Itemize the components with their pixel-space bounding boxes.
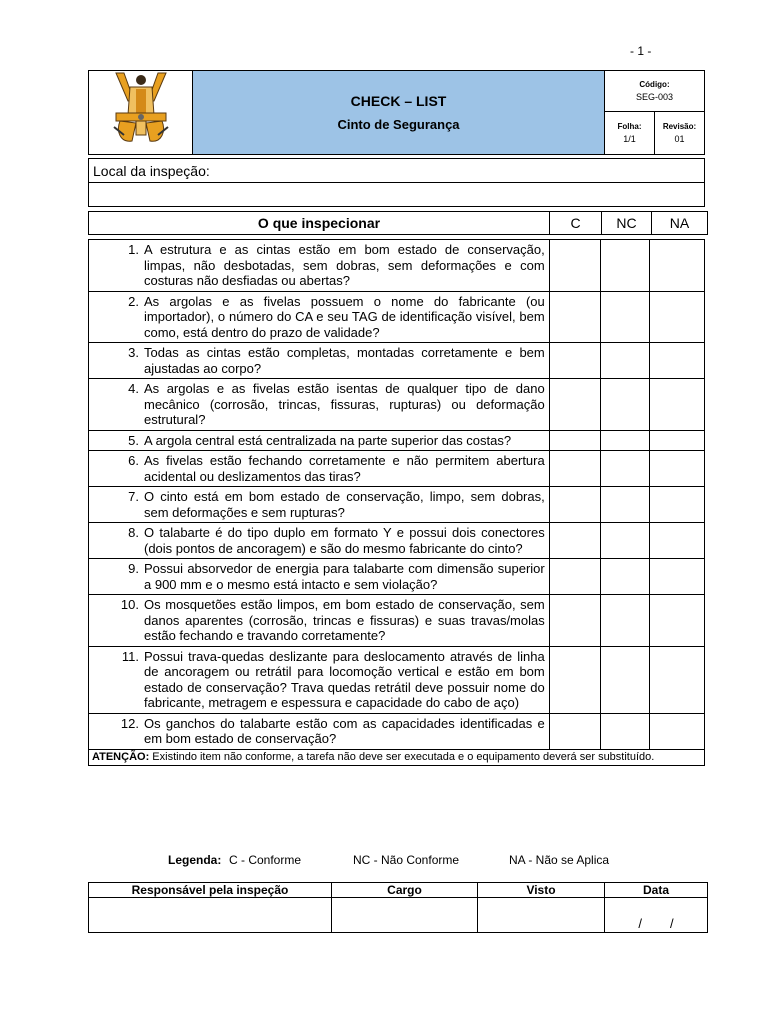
column-na: NA — [652, 212, 708, 235]
signature-table — [88, 882, 708, 933]
codigo-cell — [605, 71, 705, 112]
question-text: As argolas e as fivelas estão isentas de qualquer tipo de dano mecânico (corrosão, trincas, fissuras, rupturas) ou deformação estrutural? — [144, 381, 545, 427]
question-number: 8. — [128, 525, 139, 540]
answer-nc-cell[interactable] — [600, 595, 649, 647]
page-number: - 1 - — [630, 44, 652, 58]
question-text: O cinto está em bom estado de conservação, limpo, sem dobras, sem deformações e sem rupturas? — [144, 489, 545, 520]
answer-na-cell[interactable] — [649, 240, 704, 292]
local-label: Local da inspeção: — [89, 159, 705, 183]
answer-nc-cell[interactable] — [600, 291, 649, 343]
question-number: 3. — [128, 345, 139, 360]
answer-nc-cell[interactable] — [600, 379, 649, 431]
answer-c-cell[interactable] — [549, 559, 600, 595]
answer-nc-cell[interactable] — [600, 240, 649, 292]
cargo-field[interactable] — [332, 898, 478, 933]
answer-na-cell[interactable] — [649, 523, 704, 559]
answer-na-cell[interactable] — [649, 487, 704, 523]
question-number: 4. — [128, 381, 139, 396]
question-cell — [89, 240, 550, 292]
checklist-row — [89, 430, 705, 451]
responsavel-field[interactable] — [89, 898, 332, 933]
question-text: A argola central está centralizada na parte superior das costas? — [144, 432, 512, 448]
answer-c-cell[interactable] — [549, 451, 600, 487]
question-number: 10. — [120, 597, 139, 612]
question-text: Possui trava-quedas deslizante para deslocamento através de linha de ancoragem ou retrátil para locomoção vertical e estão em bom estado de conservação? Trava quedas retrátil deve possuir nome do fabricante, metragem e espessura e capacidade do cabo de aço) — [144, 648, 545, 710]
revisao-cell — [655, 112, 705, 155]
question-text: Os mosquetões estão limpos, em bom estado de conservação, sem danos aparentes (corrosão, trincas e fissuras) e suas travas/molas estão fechando e travando corretamente? — [144, 597, 545, 643]
question-text: As argolas e as fivelas possuem o nome do fabricante (ou importador), o número do CA e seu TAG de identificação visível, bem como, está dentro do prazo de validade? — [144, 293, 545, 340]
revisao-value: 01 — [674, 134, 685, 144]
checklist-row — [89, 487, 705, 523]
question-cell — [89, 523, 550, 559]
checklist-row — [89, 379, 705, 431]
question-text: As fivelas estão fechando corretamente e não permitem abertura acidental ou deslizamentos das tiras? — [144, 453, 545, 484]
folha-label: Folha: — [617, 122, 642, 131]
document-subtitle: Cinto de Segurança — [337, 117, 460, 132]
folha-value: 1/1 — [623, 134, 636, 144]
attention-text: Existindo item não conforme, a tarefa não deve ser executada e o equipamento deverá ser substituído. — [152, 750, 655, 763]
legend-c: C - Conforme — [229, 853, 302, 867]
logo-cell — [89, 71, 193, 155]
question-cell — [89, 379, 550, 431]
answer-na-cell[interactable] — [649, 430, 704, 451]
data-field[interactable] — [605, 898, 708, 933]
question-text: A estrutura e as cintas estão em bom estado de conservação, limpas, não desbotadas, sem dobras, sem deformações e com costuras não desfiadas ou abertas? — [144, 242, 545, 288]
question-number: 1. — [128, 242, 139, 257]
question-text: Possui absorvedor de energia para talabarte com dimensão superior a 900 mm e o mesmo está intacto e sem violação? — [144, 561, 545, 592]
checklist-row — [89, 713, 705, 749]
checklist-row — [89, 559, 705, 595]
question-cell — [89, 291, 550, 343]
answer-na-cell[interactable] — [649, 379, 704, 431]
answer-c-cell[interactable] — [549, 595, 600, 647]
local-input[interactable] — [89, 183, 705, 207]
codigo-label: Código: — [639, 80, 670, 89]
column-what: O que inspecionar — [89, 212, 550, 235]
legend-title: Legenda: — [168, 853, 222, 867]
header-cargo: Cargo — [332, 883, 478, 898]
answer-c-cell[interactable] — [549, 523, 600, 559]
checklist-row — [89, 646, 705, 713]
answer-na-cell[interactable] — [649, 559, 704, 595]
answer-nc-cell[interactable] — [600, 451, 649, 487]
date-separator: / — [638, 915, 642, 931]
question-cell — [89, 343, 550, 379]
question-cell — [89, 713, 550, 749]
date-separator: / — [670, 915, 674, 931]
answer-c-cell[interactable] — [549, 379, 600, 431]
question-cell — [89, 451, 550, 487]
codigo-value: SEG-003 — [635, 92, 674, 102]
question-cell — [89, 487, 550, 523]
answer-na-cell[interactable] — [649, 595, 704, 647]
answer-na-cell[interactable] — [649, 451, 704, 487]
answer-c-cell[interactable] — [549, 487, 600, 523]
question-number: 5. — [128, 432, 139, 448]
answer-c-cell[interactable] — [549, 291, 600, 343]
question-number: 6. — [128, 453, 139, 468]
answer-na-cell[interactable] — [649, 343, 704, 379]
legend-nc: NC - Não Conforme — [353, 853, 460, 867]
checklist-row — [89, 291, 705, 343]
header-data: Data — [605, 883, 708, 898]
document-header — [88, 70, 705, 155]
attention-note — [89, 749, 705, 765]
question-number: 11. — [121, 648, 139, 664]
header-responsavel: Responsável pela inspeção — [89, 883, 332, 898]
title-cell — [193, 71, 605, 155]
question-cell — [89, 595, 550, 647]
answer-c-cell[interactable] — [549, 646, 600, 713]
question-number: 7. — [128, 489, 139, 504]
folha-cell — [605, 112, 655, 155]
legend-na: NA - Não se Aplica — [509, 853, 610, 867]
checklist-row — [89, 343, 705, 379]
answer-nc-cell[interactable] — [600, 713, 649, 749]
checklist-row — [89, 451, 705, 487]
question-text: O talabarte é do tipo duplo em formato Y e possui dois conectores (dois pontos de ancoragem) e são do mesmo fabricante do cinto? — [144, 525, 545, 556]
checklist-header — [88, 211, 708, 235]
document-title: CHECK – LIST — [350, 93, 447, 109]
question-number: 12. — [120, 715, 139, 731]
checklist-row — [89, 240, 705, 292]
checklist-table — [88, 239, 705, 766]
answer-c-cell[interactable] — [549, 343, 600, 379]
answer-nc-cell[interactable] — [600, 343, 649, 379]
header-visto: Visto — [478, 883, 605, 898]
answer-na-cell[interactable] — [649, 291, 704, 343]
answer-na-cell[interactable] — [649, 646, 704, 713]
answer-c-cell[interactable] — [549, 240, 600, 292]
answer-nc-cell[interactable] — [600, 487, 649, 523]
answer-c-cell[interactable] — [549, 430, 600, 451]
answer-nc-cell[interactable] — [600, 430, 649, 451]
answer-c-cell[interactable] — [549, 713, 600, 749]
checklist-row — [89, 595, 705, 647]
column-c: C — [550, 212, 602, 235]
answer-nc-cell[interactable] — [600, 523, 649, 559]
question-cell — [89, 430, 550, 451]
checklist-row — [89, 523, 705, 559]
revisao-label: Revisão: — [662, 122, 697, 131]
question-cell — [89, 646, 550, 713]
question-text: Todas as cintas estão completas, montadas corretamente e bem ajustadas ao corpo? — [144, 345, 545, 376]
answer-nc-cell[interactable] — [600, 559, 649, 595]
question-number: 2. — [128, 293, 139, 309]
question-number: 9. — [128, 561, 139, 576]
answer-nc-cell[interactable] — [600, 646, 649, 713]
answer-na-cell[interactable] — [649, 713, 704, 749]
safety-harness-icon — [106, 71, 176, 149]
visto-field[interactable] — [478, 898, 605, 933]
local-section — [88, 158, 705, 207]
column-nc: NC — [602, 212, 652, 235]
question-cell — [89, 559, 550, 595]
attention-label: ATENÇÃO: — [92, 750, 150, 763]
question-text: Os ganchos do talabarte estão com as capacidades identificadas e em bom estado de conservação? — [144, 715, 545, 746]
